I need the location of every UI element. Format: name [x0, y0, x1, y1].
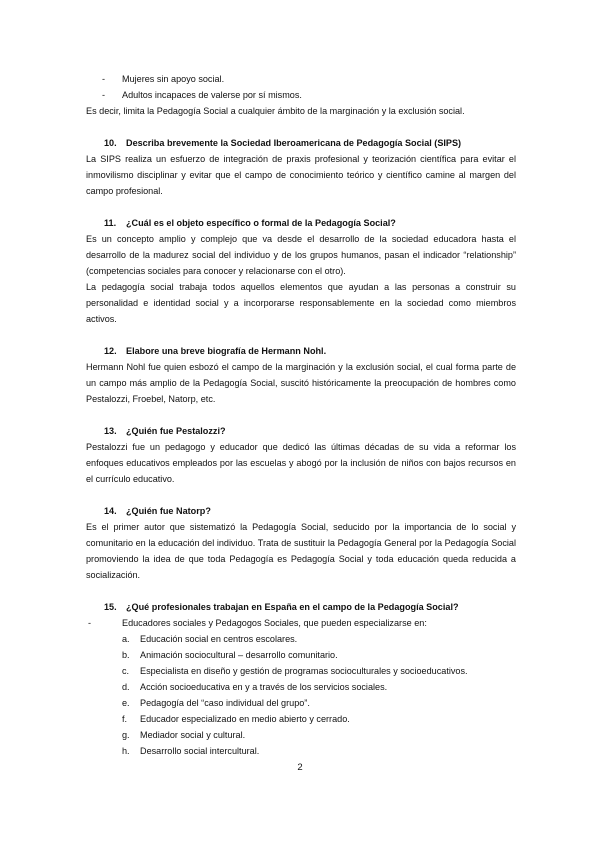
item-text: Acción socioeducativa en y a través de los servicios sociales. — [140, 682, 388, 692]
answer-paragraph-12: Hermann Nohl fue quien esbozó el campo de la marginación y la exclusión social, el cual forma parte de un campo más amplio de la Pedagogía Social, suscitó históricamente la preocupación de hombres como Pestalozzi, Froebel, Natorp, etc. — [86, 362, 516, 404]
question-number: 14. — [104, 506, 117, 516]
lettered-item — [86, 743, 516, 759]
question-heading-13 — [86, 423, 516, 439]
answer-paragraph-11b: La pedagogía social trabaja todos aquellos elementos que ayudan a las personas a construir su personalidad e identidad social y a incorporarse responsablemente en la sociedad como miembros activos. — [86, 282, 516, 324]
item-text: Desarrollo social intercultural. — [140, 746, 260, 756]
item-letter: a. — [122, 634, 130, 644]
dash-marker: - — [102, 90, 106, 100]
item-text: Educador especializado en medio abierto y cerrado. — [140, 714, 350, 724]
item-letter: f. — [122, 714, 128, 724]
item-text: Mediador social y cultural. — [140, 730, 246, 740]
lettered-item — [86, 663, 516, 679]
lettered-item — [86, 679, 516, 695]
list-item-text: Mujeres sin apoyo social. — [122, 74, 225, 84]
item-letter: h. — [122, 746, 130, 756]
list-item — [86, 71, 516, 87]
item-letter: c. — [122, 666, 130, 676]
question-text: Describa brevemente la Sociedad Iberoamericana de Pedagogía Social (SIPS) — [126, 138, 462, 148]
answer-paragraph-13: Pestalozzi fue un pedagogo y educador que dedicó las últimas décadas de su vida a reformar los enfoques educativos empleados por las escuelas y abogó por la inclusión de niños con bajos recursos en el currículo educativo. — [86, 442, 516, 484]
dash-marker: - — [102, 74, 106, 84]
answer-paragraph-10: La SIPS realiza un esfuerzo de integración de praxis profesional y teorización científica para evitar el inmovilismo disciplinar y evitar que el campo de conocimiento teórico y científico camine al margen del campo profesional. — [86, 154, 516, 196]
lettered-item — [86, 727, 516, 743]
intro-paragraph: Es decir, limita la Pedagogía Social a cualquier ámbito de la marginación y la exclusión social. — [86, 106, 465, 116]
list-item — [86, 87, 516, 103]
item-text: Especialista en diseño y gestión de programas socioculturales y socioeducativos. — [140, 666, 468, 676]
item-letter: e. — [122, 698, 130, 708]
answer-paragraph-14: Es el primer autor que sistematizó la Pedagogía Social, seducido por la importancia de lo social y comunitario en la educación del individuo. Trata de sustituir la Pedagogía General por la Pedagogía Social promoviendo la idea de que toda Pedagogía es Pedagogía Social y toda educación queda reducida a socialización. — [86, 522, 516, 580]
list-item-text: Educadores sociales y Pedagogos Sociales, que pueden especializarse en: — [122, 618, 427, 628]
question-heading-14 — [86, 503, 516, 519]
list-item-text: Adultos incapaces de valerse por sí mismos. — [122, 90, 302, 100]
item-text: Pedagogía del “caso individual del grupo”. — [140, 698, 310, 708]
question-number: 10. — [104, 138, 117, 148]
question-text: ¿Quién fue Natorp? — [126, 506, 211, 516]
question-number: 11. — [104, 218, 117, 228]
question-heading-15 — [86, 599, 516, 615]
document-page — [86, 71, 516, 759]
question-number: 12. — [104, 346, 117, 356]
dash-marker: - — [88, 618, 92, 628]
item-text: Animación sociocultural – desarrollo comunitario. — [140, 650, 338, 660]
list-item — [86, 615, 516, 631]
lettered-item — [86, 711, 516, 727]
answer-paragraph-11a: Es un concepto amplio y complejo que va desde el desarrollo de la sociedad educadora hasta el desarrollo de la madurez social del individuo y de los grupos humanos, pasan el indicador “relationship” (competencias sociales para conocer y relacionarse con el otro). — [86, 234, 516, 276]
lettered-item — [86, 647, 516, 663]
question-text: ¿Quién fue Pestalozzi? — [126, 426, 226, 436]
question-number: 15. — [104, 602, 117, 612]
page-number: 2 — [297, 762, 303, 773]
item-letter: g. — [122, 730, 130, 740]
question-text: Elabore una breve biografía de Hermann Nohl. — [126, 346, 327, 356]
lettered-item — [86, 631, 516, 647]
item-letter: d. — [122, 682, 130, 692]
item-letter: b. — [122, 650, 130, 660]
question-heading-10 — [86, 135, 516, 151]
question-heading-12 — [86, 343, 516, 359]
question-heading-11 — [86, 215, 516, 231]
question-text: ¿Cuál es el objeto específico o formal de la Pedagogía Social? — [126, 218, 396, 228]
question-number: 13. — [104, 426, 117, 436]
item-text: Educación social en centros escolares. — [140, 634, 298, 644]
lettered-item — [86, 695, 516, 711]
question-text: ¿Qué profesionales trabajan en España en el campo de la Pedagogía Social? — [126, 602, 459, 612]
